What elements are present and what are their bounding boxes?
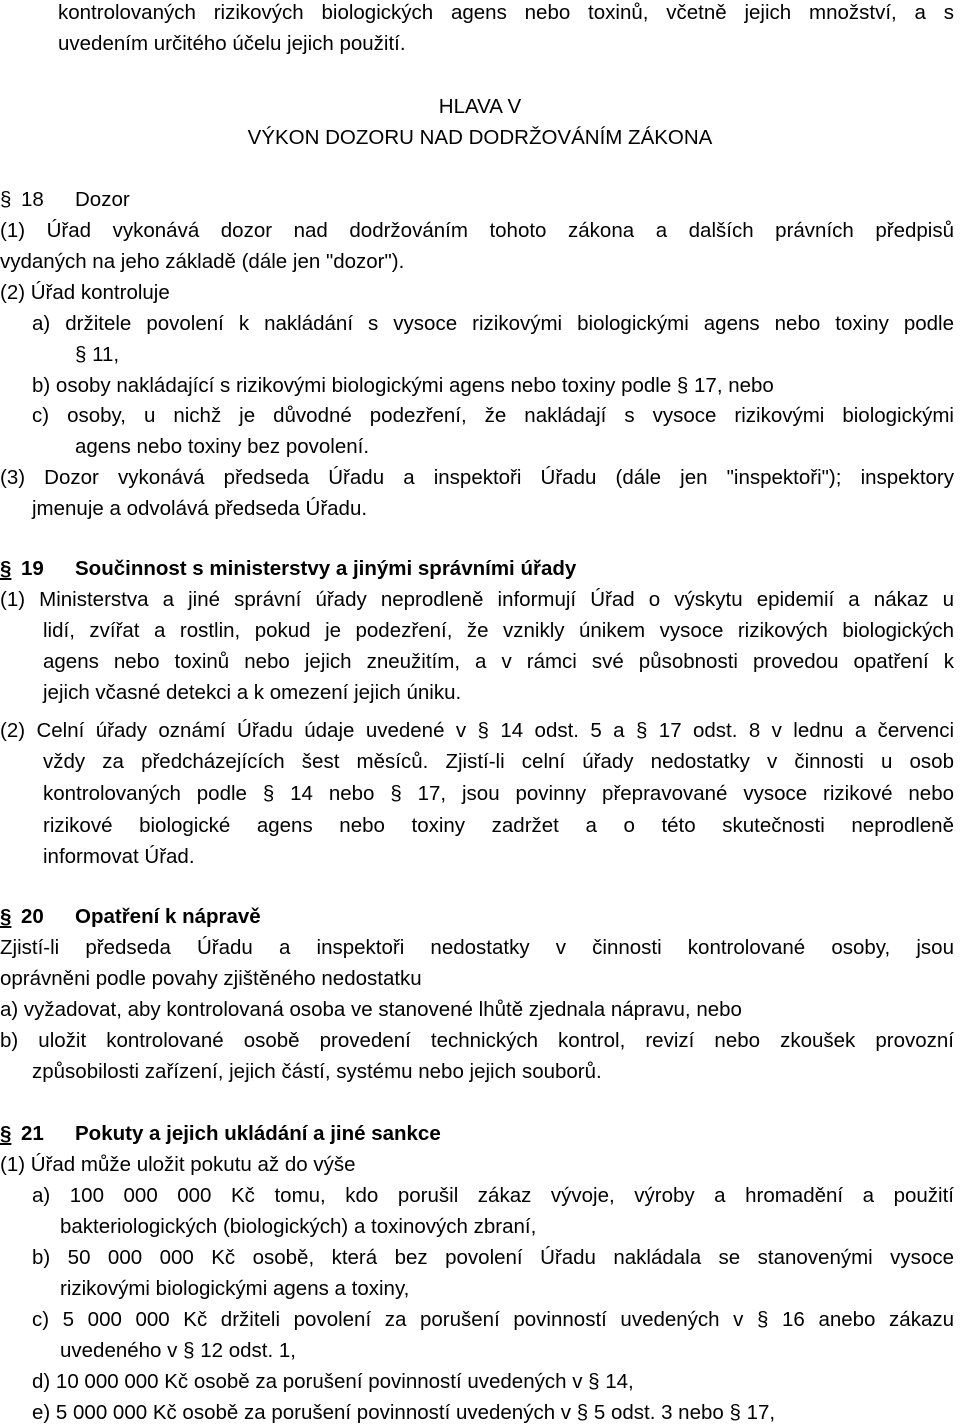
paragraph-line: vždy za předcházejících šest měsíců. Zjistí-li celní úřady nedostatky v činnosti u osob [43,750,954,773]
paragraph-line: lidí, zvířat a rostlin, pokud je podezření, že vznikly únikem vysoce rizikových biologických [43,619,954,642]
paragraph-line: rizikové biologické agens nebo toxiny zadržet a o této skutečnosti neprodleně [43,814,954,837]
section-symbol: § [0,905,12,928]
section-symbol: § [0,557,12,580]
list-item: agens nebo toxiny bez povolení. [75,435,370,458]
section-title: Součinnost s ministerstvy a jinými správními úřady [75,557,577,580]
section-number: 21 [21,1122,44,1145]
list-item: b) 50 000 000 Kč osobě, která bez povolení Úřadu nakládala se stanovenými vysoce [32,1246,954,1269]
section-19-heading [0,553,700,584]
list-item: b) osoby nakládající s rizikovými biologickými agens nebo toxiny podle § 17, nebo [32,374,774,397]
paragraph-line: (1) Ministerstva a jiné správní úřady neprodleně informují Úřad o výskytu epidemií a nákaz u [0,588,954,611]
section-18-heading [0,184,300,215]
paragraph-line: (1) Úřad může uložit pokutu až do výše [0,1153,356,1176]
paragraph-line: (2) Úřad kontroluje [0,281,170,304]
list-item: rizikovými biologickými agens a toxiny, [60,1277,410,1300]
list-item: c) osoby, u nichž je důvodné podezření, že nakládají s vysoce rizikovými biologickými [32,404,954,427]
section-number: 20 [21,905,44,928]
paragraph-line: (3) Dozor vykonává předseda Úřadu a inspektoři Úřadu (dále jen "inspektoři"); inspektory [0,466,954,489]
list-item: c) 5 000 000 Kč držiteli povolení za porušení povinností uvedených v § 16 anebo zákazu [32,1308,954,1331]
paragraph-line: informovat Úřad. [43,845,195,868]
section-title: Dozor [75,188,130,211]
list-item: b) uložit kontrolované osobě provedení technických kontrol, revizí nebo zkoušek provozní [0,1029,954,1052]
section-title: Pokuty a jejich ukládání a jiné sankce [75,1122,441,1145]
paragraph-line: kontrolovaných rizikových biologických agens nebo toxinů, včetně jejich množství, a s [58,1,954,24]
section-symbol: § [0,188,12,211]
paragraph-line: agens nebo toxinů nebo jejich zneužitím, a v rámci své působnosti provedou opatření k [43,650,954,673]
list-item: a) 100 000 000 Kč tomu, kdo porušil zákaz vývoje, výroby a hromadění a použití [32,1184,954,1207]
section-number: 18 [21,188,44,211]
paragraph-line: kontrolovaných podle § 14 nebo § 17, jsou povinny přepravované vysoce rizikové nebo [43,782,954,805]
paragraph-line: (2) Celní úřady oznámí Úřadu údaje uvedené v § 14 odst. 5 a § 17 odst. 8 v lednu a červenci [0,719,954,742]
section-20-heading [0,901,400,932]
section-number: 19 [21,557,44,580]
section-symbol: § [0,1122,12,1145]
list-item: a) držitele povolení k nakládání s vysoce rizikovými biologickými agens nebo toxiny podle [32,312,954,335]
list-item: způsobilosti zařízení, jejich částí, systému nebo jejich souborů. [32,1060,602,1083]
chapter-title: VÝKON DOZORU NAD DODRŽOVÁNÍM ZÁKONA [247,126,713,149]
paragraph-line: jejich včasné detekci a k omezení jejich úniku. [43,681,462,704]
list-item: § 11, [75,343,120,366]
paragraph-line: (1) Úřad vykonává dozor nad dodržováním tohoto zákona a dalších právních předpisů [0,219,954,242]
list-item: a) vyžadovat, aby kontrolovaná osoba ve stanovené lhůtě zjednala nápravu, nebo [0,998,742,1021]
paragraph-line: oprávněni podle povahy zjištěného nedostatku [0,967,422,990]
list-item: bakteriologických (biologických) a toxinových zbraní, [60,1215,537,1238]
paragraph-line: uvedením určitého účelu jejich použití. [58,32,406,55]
paragraph-line: jmenuje a odvolává předseda Úřadu. [32,497,368,520]
chapter-heading: HLAVA V [438,95,522,118]
section-21-heading [0,1118,600,1149]
list-item: e) 5 000 000 Kč osobě za porušení povinností uvedených v § 5 odst. 3 nebo § 17, [32,1401,776,1424]
list-item: uvedeného v § 12 odst. 1, [60,1339,296,1362]
section-title: Opatření k nápravě [75,905,261,928]
paragraph-line: Zjistí-li předseda Úřadu a inspektoři nedostatky v činnosti kontrolované osoby, jsou [0,936,954,959]
paragraph-line: vydaných na jeho základě (dále jen "dozor"). [0,250,405,273]
list-item: d) 10 000 000 Kč osobě za porušení povinností uvedených v § 14, [32,1370,634,1393]
